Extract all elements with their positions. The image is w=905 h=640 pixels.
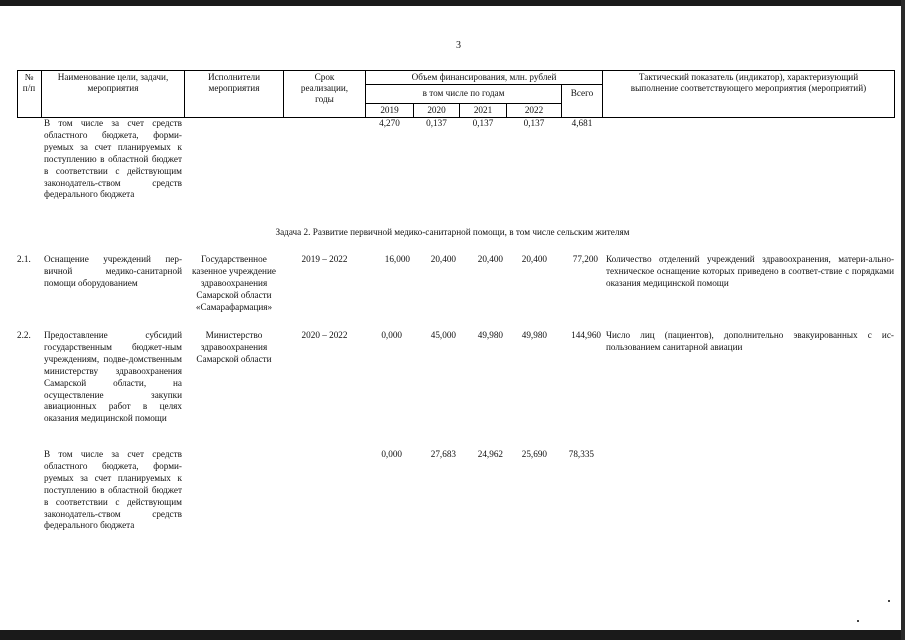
task-heading: Задача 2. Развитие первичной медико-санитарной помощи, в том числе сельским жителям (275, 227, 630, 237)
row-executor: Государственное казенное учреждение здравоохранения Самарской области «Самарафармация» (192, 254, 276, 312)
header-rule-years (365, 103, 561, 104)
row-value-2020: 27,683 (430, 449, 456, 459)
scan-edge-bottom (0, 630, 905, 640)
header-year-2019: 2019 (380, 105, 399, 115)
row-name: Предоставление субсидий государственным бюджет-ным учреждениям, подве-домственным министерству здравоохранения Самарской области, на осуществление закупки авиационных работ в целях оказания медицинской помощи (44, 330, 182, 424)
scan-edge-top (0, 0, 905, 6)
row-total: 4,681 (571, 118, 593, 128)
row-value-2021: 24,962 (477, 449, 503, 459)
page-number: 3 (456, 40, 461, 51)
header-year-2022: 2022 (524, 105, 544, 115)
row-name: Оснащение учреждений пер-вичной медико-санитарной помощи оборудованием (44, 254, 182, 288)
header-years-group: в том числе по годам (422, 88, 505, 98)
row-value-2022: 0,137 (523, 118, 545, 128)
row-indicator: Количество отделений учреждений здравоохранения, матери-ально-техническое оснащение которых приведено в соответ-ствие с порядками оказания медицинской помощи (606, 254, 894, 288)
row-name: В том числе за счет средств областного бюджета, форми-руемых за счет планируемых к поступлению в областной бюджет в соответствии с действующим законодатель-ством средств федерального бюджета (44, 118, 182, 200)
header-year-2020: 2020 (427, 105, 446, 115)
header-rule-fin (365, 84, 602, 85)
row-value-2019: 16,000 (384, 254, 410, 264)
row-value-2020: 0,137 (426, 118, 447, 128)
header-year-2021: 2021 (473, 105, 493, 115)
row-value-2021: 20,400 (477, 254, 503, 264)
row-value-2020: 20,400 (430, 254, 456, 264)
row-term: 2020 – 2022 (301, 330, 348, 340)
row-value-2021: 0,137 (472, 118, 494, 128)
row-indicator: Число лиц (пациентов), дополнительно эвакуированных с ис-пользованием санитарной авиации (606, 330, 894, 352)
row-total: 144,960 (571, 330, 601, 340)
header-term: Срок реализации, годы (300, 72, 349, 104)
row-term: 2019 – 2022 (301, 254, 348, 264)
header-vline (894, 70, 895, 118)
header-name: Наименование цели, задачи, мероприятия (57, 72, 169, 93)
row-total: 78,335 (568, 449, 594, 459)
row-number: 2.1. (17, 254, 31, 264)
row-number: 2.2. (17, 330, 31, 340)
row-executor: Министерство здравоохранения Самарской области (196, 330, 272, 364)
scan-speck (888, 600, 890, 602)
header-financing: Объем финансирования, млн. рублей (411, 72, 557, 82)
row-value-2022: 20,400 (521, 254, 547, 264)
scan-speck (857, 620, 859, 622)
row-name: В том числе за счет средств областного бюджета, форми-руемых за счет планируемых к поступлению в областной бюджет в соответствии с действующим законодатель-ством средств федерального бюджета (44, 449, 182, 531)
header-total: Всего (570, 88, 594, 98)
row-value-2021: 49,980 (477, 330, 503, 340)
header-num: № п/п (22, 72, 36, 93)
row-value-2020: 45,000 (430, 330, 456, 340)
row-total: 77,200 (572, 254, 598, 264)
row-value-2019: 0,000 (381, 330, 402, 340)
scan-edge-right (901, 0, 905, 640)
row-value-2019: 4,270 (379, 118, 400, 128)
row-value-2022: 25,690 (521, 449, 547, 459)
row-value-2022: 49,980 (521, 330, 547, 340)
header-indicator: Тактический показатель (индикатор), характеризующий выполнение соответствующего мероприятия (мероприятий) (630, 72, 867, 93)
row-value-2019: 0,000 (381, 449, 402, 459)
header-executors: Исполнители мероприятия (207, 72, 261, 93)
header-rule-top (17, 70, 894, 71)
